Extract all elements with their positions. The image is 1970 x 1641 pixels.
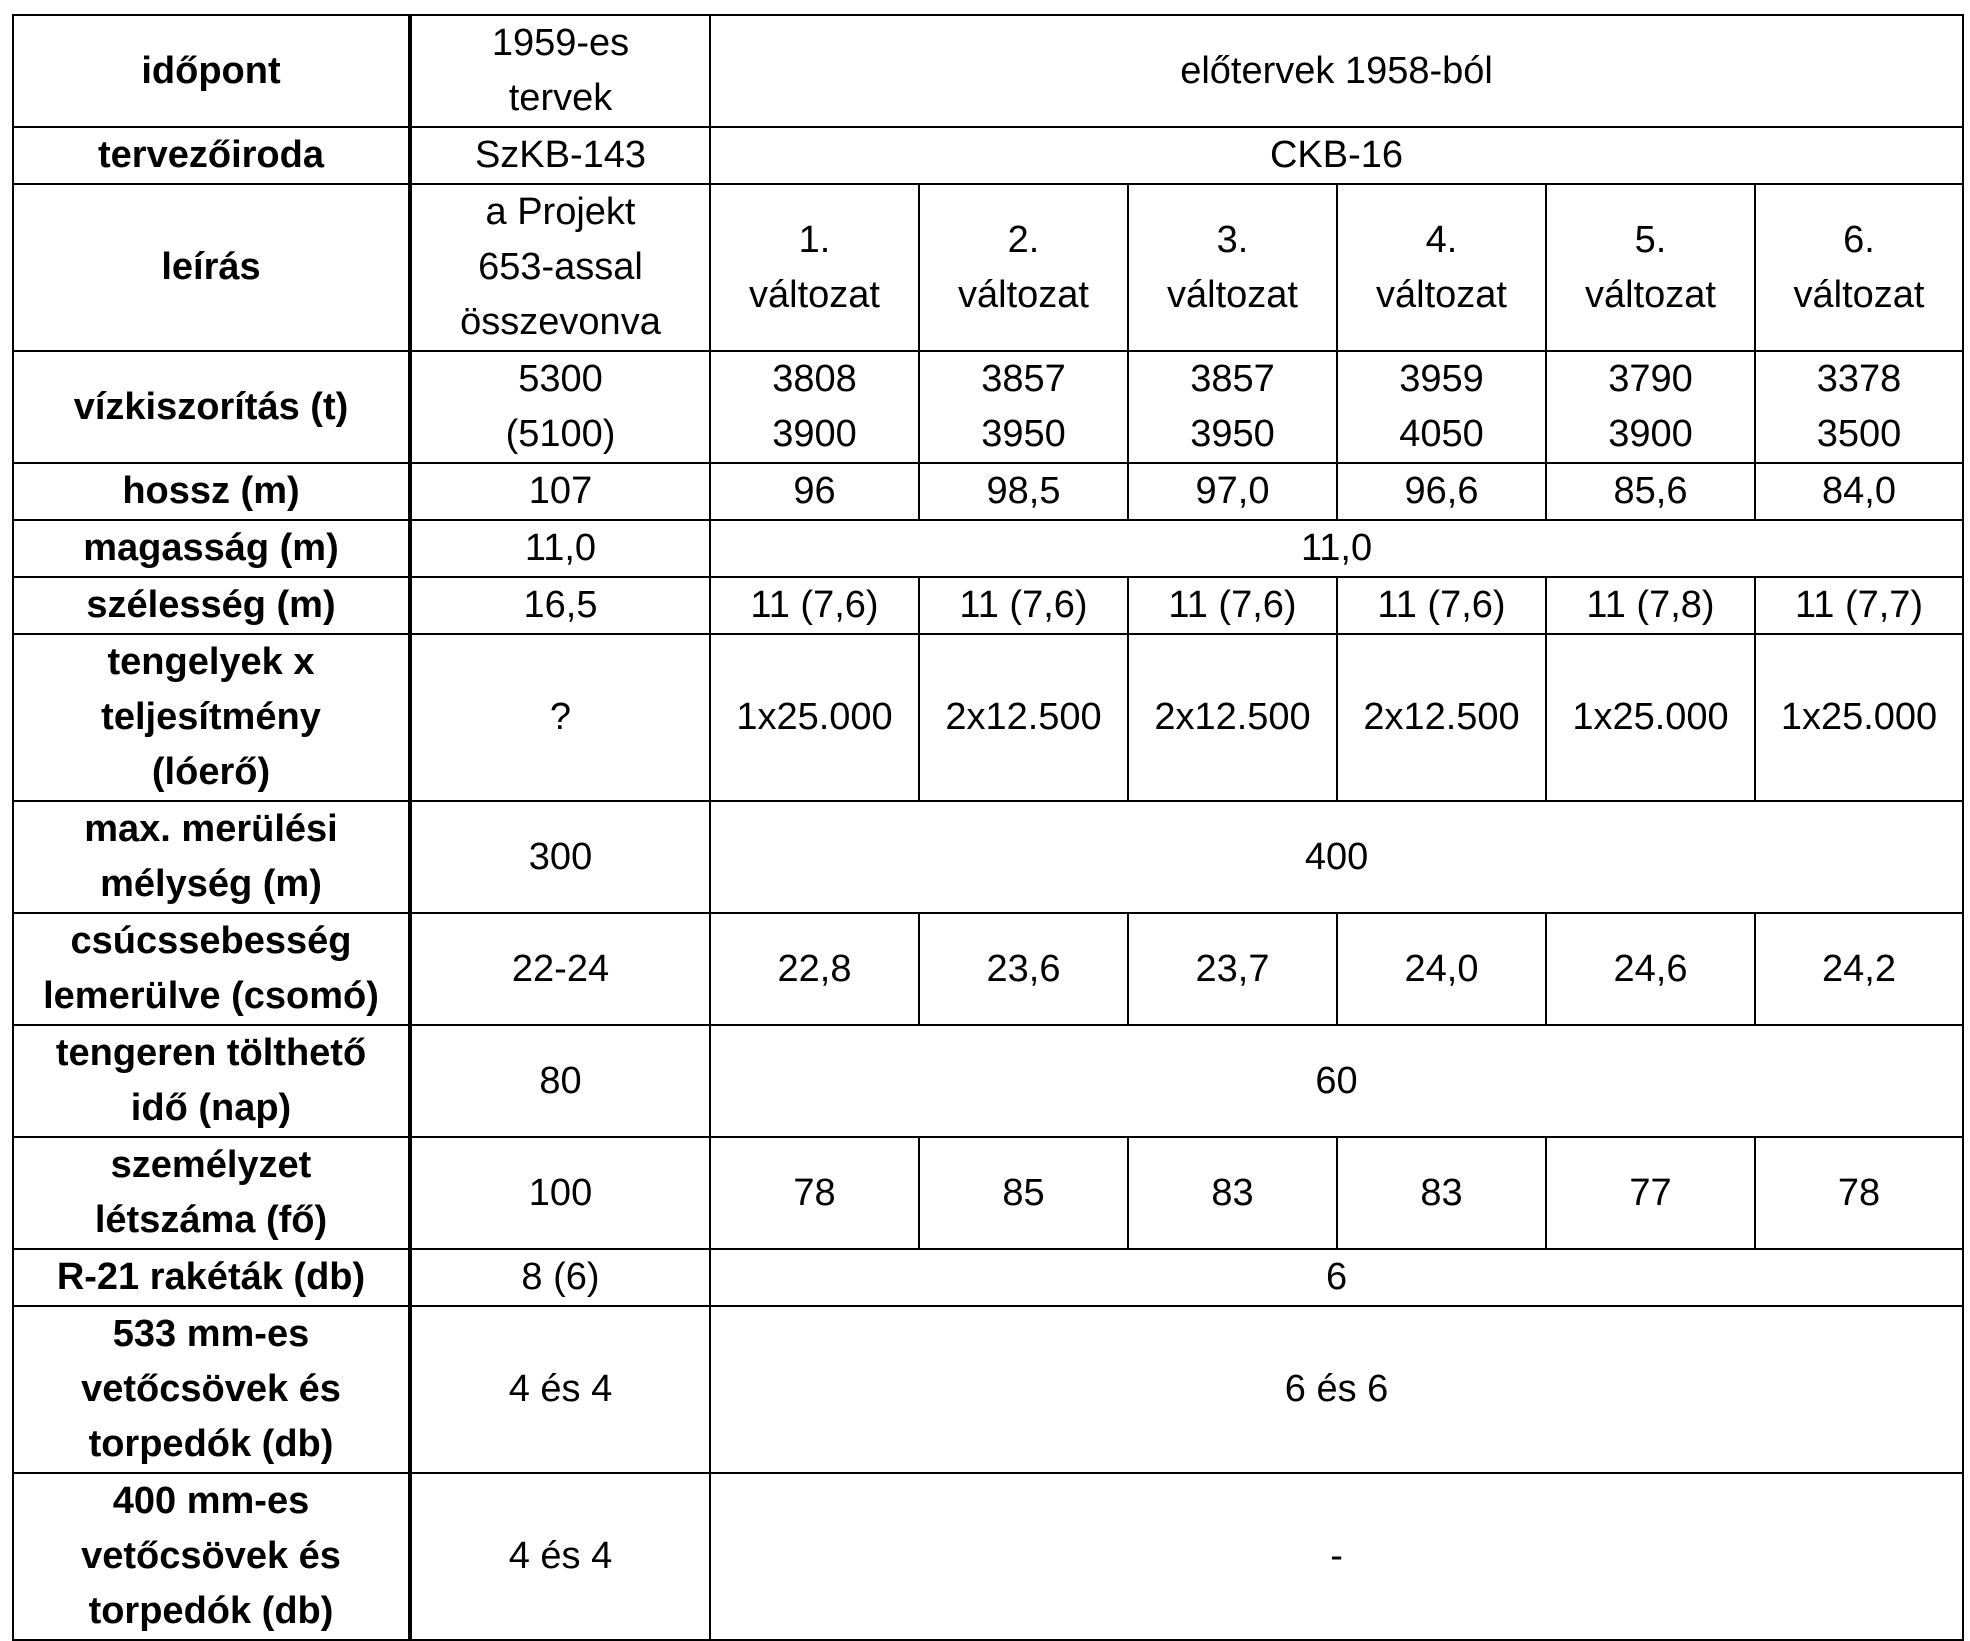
cell-crew-v3: 83	[1128, 1137, 1337, 1249]
submarine-spec-table	[12, 14, 1964, 1641]
cell-tubes400-1959: 4 és 4	[410, 1473, 710, 1640]
cell-length-v4: 96,6	[1337, 463, 1546, 520]
cell-speed-v5: 24,6	[1546, 913, 1755, 1025]
cell-power-v4: 2x12.500	[1337, 634, 1546, 801]
cell-length-v5: 85,6	[1546, 463, 1755, 520]
cell-1959-plans: 1959-es tervek	[410, 15, 710, 127]
row-label-r21-raketak: R-21 rakéták (db)	[13, 1249, 410, 1306]
cell-power-v5: 1x25.000	[1546, 634, 1755, 801]
cell-width-v4: 11 (7,6)	[1337, 577, 1546, 634]
cell-power-v1: 1x25.000	[710, 634, 919, 801]
cell-endurance-drafts: 60	[710, 1025, 1963, 1137]
cell-office-drafts: CKB-16	[710, 127, 1963, 184]
row-missiles	[13, 1249, 1963, 1306]
cell-depth-1959: 300	[410, 801, 710, 913]
cell-power-v6: 1x25.000	[1755, 634, 1963, 801]
cell-crew-v1: 78	[710, 1137, 919, 1249]
row-label-hossz: hossz (m)	[13, 463, 410, 520]
row-height	[13, 520, 1963, 577]
cell-length-v3: 97,0	[1128, 463, 1337, 520]
cell-variant-5: 5. változat	[1546, 184, 1755, 351]
cell-missiles-1959: 8 (6)	[410, 1249, 710, 1306]
cell-length-v2: 98,5	[919, 463, 1128, 520]
row-power	[13, 634, 1963, 801]
cell-width-v6: 11 (7,7)	[1755, 577, 1963, 634]
cell-crew-v5: 77	[1546, 1137, 1755, 1249]
cell-displacement-v2: 3857 3950	[919, 351, 1128, 463]
cell-power-v3: 2x12.500	[1128, 634, 1337, 801]
cell-displacement-v5: 3790 3900	[1546, 351, 1755, 463]
cell-variant-1: 1. változat	[710, 184, 919, 351]
cell-width-v2: 11 (7,6)	[919, 577, 1128, 634]
cell-crew-v6: 78	[1755, 1137, 1963, 1249]
row-crew	[13, 1137, 1963, 1249]
cell-depth-drafts: 400	[710, 801, 1963, 913]
cell-missiles-drafts: 6	[710, 1249, 1963, 1306]
row-label-csucssebesseg: csúcssebesség lemerülve (csomó)	[13, 913, 410, 1025]
cell-endurance-1959: 80	[410, 1025, 710, 1137]
cell-crew-v2: 85	[919, 1137, 1128, 1249]
row-width	[13, 577, 1963, 634]
cell-width-v1: 11 (7,6)	[710, 577, 919, 634]
cell-drafts-1958: előtervek 1958-ból	[710, 15, 1963, 127]
cell-height-drafts: 11,0	[710, 520, 1963, 577]
cell-displacement-v4: 3959 4050	[1337, 351, 1546, 463]
row-label-leiras: leírás	[13, 184, 410, 351]
cell-tubes400-drafts: -	[710, 1473, 1963, 1640]
cell-length-v6: 84,0	[1755, 463, 1963, 520]
cell-speed-v6: 24,2	[1755, 913, 1963, 1025]
row-label-tervezoiroda: tervezőiroda	[13, 127, 410, 184]
row-label-533mm-vetocsovek: 533 mm-es vetőcsövek és torpedók (db)	[13, 1306, 410, 1473]
cell-speed-1959: 22-24	[410, 913, 710, 1025]
cell-variant-4: 4. változat	[1337, 184, 1546, 351]
cell-speed-v2: 23,6	[919, 913, 1128, 1025]
cell-displacement-v1: 3808 3900	[710, 351, 919, 463]
row-label-tengeren-toltheto-ido: tengeren tölthető idő (nap)	[13, 1025, 410, 1137]
row-label-teljesitmeny: tengelyek x teljesítmény (lóerő)	[13, 634, 410, 801]
row-header	[13, 15, 1963, 127]
cell-width-v3: 11 (7,6)	[1128, 577, 1337, 634]
cell-tubes533-1959: 4 és 4	[410, 1306, 710, 1473]
row-speed	[13, 913, 1963, 1025]
row-office	[13, 127, 1963, 184]
cell-power-v2: 2x12.500	[919, 634, 1128, 801]
row-length	[13, 463, 1963, 520]
cell-width-v5: 11 (7,8)	[1546, 577, 1755, 634]
row-tubes-400	[13, 1473, 1963, 1640]
cell-power-1959: ?	[410, 634, 710, 801]
cell-description-1959: a Projekt 653-assal összevonva	[410, 184, 710, 351]
row-description	[13, 184, 1963, 351]
cell-length-v1: 96	[710, 463, 919, 520]
cell-crew-v4: 83	[1337, 1137, 1546, 1249]
cell-tubes533-drafts: 6 és 6	[710, 1306, 1963, 1473]
cell-variant-2: 2. változat	[919, 184, 1128, 351]
row-label-magassag: magasság (m)	[13, 520, 410, 577]
row-label-idopont: időpont	[13, 15, 410, 127]
row-label-vizkiszoritas: vízkiszorítás (t)	[13, 351, 410, 463]
cell-length-1959: 107	[410, 463, 710, 520]
cell-crew-1959: 100	[410, 1137, 710, 1249]
cell-office-1959: SzKB-143	[410, 127, 710, 184]
row-tubes-533	[13, 1306, 1963, 1473]
row-displacement	[13, 351, 1963, 463]
cell-width-1959: 16,5	[410, 577, 710, 634]
row-label-400mm-vetocsovek: 400 mm-es vetőcsövek és torpedók (db)	[13, 1473, 410, 1640]
cell-displacement-v3: 3857 3950	[1128, 351, 1337, 463]
cell-displacement-1959: 5300 (5100)	[410, 351, 710, 463]
cell-speed-v1: 22,8	[710, 913, 919, 1025]
row-label-merulesi-melyseg: max. merülési mélység (m)	[13, 801, 410, 913]
row-label-szelesseg: szélesség (m)	[13, 577, 410, 634]
cell-displacement-v6: 3378 3500	[1755, 351, 1963, 463]
cell-height-1959: 11,0	[410, 520, 710, 577]
cell-variant-6: 6. változat	[1755, 184, 1963, 351]
cell-speed-v4: 24,0	[1337, 913, 1546, 1025]
cell-variant-3: 3. változat	[1128, 184, 1337, 351]
row-label-szemelyzet: személyzet létszáma (fő)	[13, 1137, 410, 1249]
row-endurance	[13, 1025, 1963, 1137]
cell-speed-v3: 23,7	[1128, 913, 1337, 1025]
row-depth	[13, 801, 1963, 913]
